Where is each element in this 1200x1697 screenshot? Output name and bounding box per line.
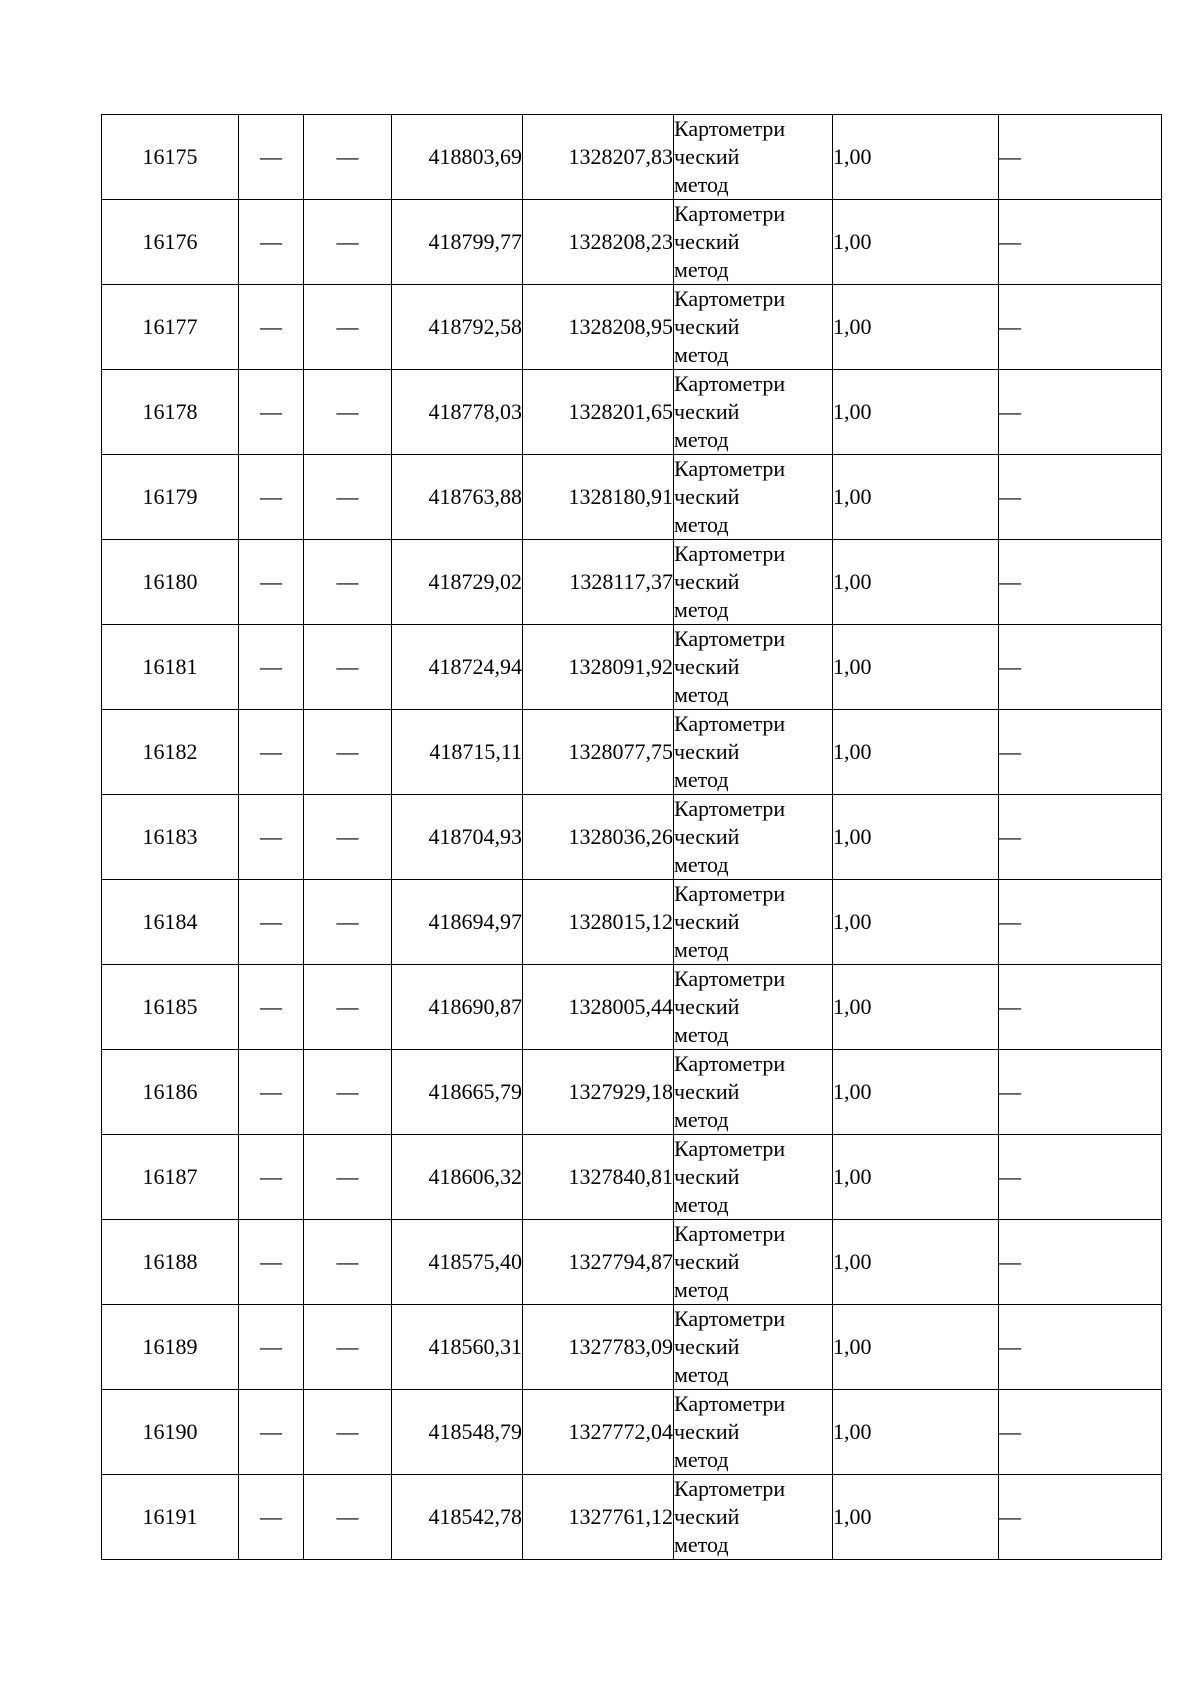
method-line-3: метод	[674, 852, 729, 877]
method-line-2: ческий	[674, 824, 740, 849]
table-row	[102, 370, 1162, 455]
method-line-3: метод	[674, 1362, 729, 1387]
table-row	[102, 455, 1162, 540]
method-line-3: метод	[674, 767, 729, 792]
empty-column-2-cell: —	[304, 1220, 392, 1305]
empty-column-1-cell: —	[239, 1135, 304, 1220]
x-coordinate-cell: 418694,97	[392, 880, 523, 965]
method-line-3: метод	[674, 1447, 729, 1472]
coordinates-table	[101, 114, 1162, 1560]
table-row	[102, 625, 1162, 710]
empty-column-1-cell: —	[239, 200, 304, 285]
accuracy-cell: 1,00	[833, 1220, 999, 1305]
empty-column-2-cell: —	[304, 285, 392, 370]
method-line-2: ческий	[674, 739, 740, 764]
y-coordinate-cell: 1328208,23	[523, 200, 674, 285]
x-coordinate-cell: 418542,78	[392, 1475, 523, 1560]
accuracy-cell: 1,00	[833, 965, 999, 1050]
accuracy-cell: 1,00	[833, 795, 999, 880]
y-coordinate-cell: 1328091,92	[523, 625, 674, 710]
method-line-1: Картометри	[674, 1136, 786, 1161]
x-coordinate-cell: 418704,93	[392, 795, 523, 880]
table-row	[102, 285, 1162, 370]
x-coordinate-cell: 418560,31	[392, 1305, 523, 1390]
point-number-cell: 16188	[102, 1220, 239, 1305]
method-line-1: Картометри	[674, 371, 786, 396]
table-row	[102, 1475, 1162, 1560]
empty-column-2-cell: —	[304, 1135, 392, 1220]
empty-column-1-cell: —	[239, 965, 304, 1050]
method-line-3: метод	[674, 597, 729, 622]
empty-column-1-cell: —	[239, 710, 304, 795]
point-number-cell: 16176	[102, 200, 239, 285]
method-line-2: ческий	[674, 144, 740, 169]
table-row	[102, 1220, 1162, 1305]
empty-column-2-cell: —	[304, 1305, 392, 1390]
empty-column-1-cell: —	[239, 1390, 304, 1475]
accuracy-cell: 1,00	[833, 1050, 999, 1135]
method-line-2: ческий	[674, 909, 740, 934]
method-line-2: ческий	[674, 1504, 740, 1529]
table-row	[102, 880, 1162, 965]
accuracy-cell: 1,00	[833, 625, 999, 710]
accuracy-cell: 1,00	[833, 540, 999, 625]
y-coordinate-cell: 1328077,75	[523, 710, 674, 795]
method-line-2: ческий	[674, 314, 740, 339]
empty-column-2-cell: —	[304, 880, 392, 965]
y-coordinate-cell: 1327929,18	[523, 1050, 674, 1135]
y-coordinate-cell: 1327840,81	[523, 1135, 674, 1220]
method-cell	[674, 880, 833, 965]
method-line-2: ческий	[674, 229, 740, 254]
y-coordinate-cell: 1328208,95	[523, 285, 674, 370]
accuracy-cell: 1,00	[833, 1475, 999, 1560]
method-cell	[674, 200, 833, 285]
method-line-1: Картометри	[674, 796, 786, 821]
description-cell: —	[999, 795, 1162, 880]
y-coordinate-cell: 1327761,12	[523, 1475, 674, 1560]
description-cell: —	[999, 1475, 1162, 1560]
method-cell	[674, 1220, 833, 1305]
empty-column-2-cell: —	[304, 370, 392, 455]
method-line-1: Картометри	[674, 1306, 786, 1331]
method-line-3: метод	[674, 257, 729, 282]
method-line-1: Картометри	[674, 626, 786, 651]
empty-column-2-cell: —	[304, 455, 392, 540]
point-number-cell: 16178	[102, 370, 239, 455]
method-line-2: ческий	[674, 1334, 740, 1359]
method-line-3: метод	[674, 682, 729, 707]
method-line-3: метод	[674, 512, 729, 537]
point-number-cell: 16184	[102, 880, 239, 965]
point-number-cell: 16185	[102, 965, 239, 1050]
y-coordinate-cell: 1328201,65	[523, 370, 674, 455]
empty-column-1-cell: —	[239, 795, 304, 880]
table-row	[102, 1050, 1162, 1135]
method-cell	[674, 115, 833, 200]
table-row	[102, 795, 1162, 880]
x-coordinate-cell: 418606,32	[392, 1135, 523, 1220]
point-number-cell: 16175	[102, 115, 239, 200]
method-line-2: ческий	[674, 484, 740, 509]
point-number-cell: 16191	[102, 1475, 239, 1560]
description-cell: —	[999, 370, 1162, 455]
empty-column-2-cell: —	[304, 1390, 392, 1475]
description-cell: —	[999, 1390, 1162, 1475]
empty-column-1-cell: —	[239, 1220, 304, 1305]
x-coordinate-cell: 418665,79	[392, 1050, 523, 1135]
method-line-3: метод	[674, 1192, 729, 1217]
y-coordinate-cell: 1328005,44	[523, 965, 674, 1050]
point-number-cell: 16179	[102, 455, 239, 540]
point-number-cell: 16183	[102, 795, 239, 880]
method-cell	[674, 455, 833, 540]
method-cell	[674, 370, 833, 455]
table-row	[102, 710, 1162, 795]
method-line-2: ческий	[674, 1164, 740, 1189]
empty-column-1-cell: —	[239, 880, 304, 965]
x-coordinate-cell: 418799,77	[392, 200, 523, 285]
point-number-cell: 16189	[102, 1305, 239, 1390]
empty-column-1-cell: —	[239, 1475, 304, 1560]
empty-column-1-cell: —	[239, 370, 304, 455]
point-number-cell: 16186	[102, 1050, 239, 1135]
description-cell: —	[999, 115, 1162, 200]
x-coordinate-cell: 418724,94	[392, 625, 523, 710]
description-cell: —	[999, 1050, 1162, 1135]
x-coordinate-cell: 418548,79	[392, 1390, 523, 1475]
empty-column-2-cell: —	[304, 710, 392, 795]
point-number-cell: 16187	[102, 1135, 239, 1220]
description-cell: —	[999, 710, 1162, 795]
x-coordinate-cell: 418763,88	[392, 455, 523, 540]
accuracy-cell: 1,00	[833, 115, 999, 200]
table-row	[102, 1390, 1162, 1475]
method-line-1: Картометри	[674, 456, 786, 481]
method-line-2: ческий	[674, 569, 740, 594]
table-row	[102, 200, 1162, 285]
method-line-2: ческий	[674, 399, 740, 424]
method-line-2: ческий	[674, 1079, 740, 1104]
empty-column-1-cell: —	[239, 115, 304, 200]
method-line-1: Картометри	[674, 1051, 786, 1076]
description-cell: —	[999, 1305, 1162, 1390]
description-cell: —	[999, 200, 1162, 285]
accuracy-cell: 1,00	[833, 1305, 999, 1390]
method-line-1: Картометри	[674, 966, 786, 991]
method-line-3: метод	[674, 937, 729, 962]
accuracy-cell: 1,00	[833, 455, 999, 540]
table-row	[102, 115, 1162, 200]
empty-column-2-cell: —	[304, 625, 392, 710]
method-line-1: Картометри	[674, 1476, 786, 1501]
point-number-cell: 16181	[102, 625, 239, 710]
method-line-3: метод	[674, 1532, 729, 1557]
method-line-2: ческий	[674, 994, 740, 1019]
y-coordinate-cell: 1328117,37	[523, 540, 674, 625]
accuracy-cell: 1,00	[833, 1390, 999, 1475]
y-coordinate-cell: 1327772,04	[523, 1390, 674, 1475]
y-coordinate-cell: 1327794,87	[523, 1220, 674, 1305]
empty-column-1-cell: —	[239, 285, 304, 370]
description-cell: —	[999, 285, 1162, 370]
accuracy-cell: 1,00	[833, 200, 999, 285]
method-cell	[674, 540, 833, 625]
method-cell	[674, 710, 833, 795]
empty-column-2-cell: —	[304, 540, 392, 625]
y-coordinate-cell: 1328180,91	[523, 455, 674, 540]
method-cell	[674, 1305, 833, 1390]
method-cell	[674, 1390, 833, 1475]
point-number-cell: 16177	[102, 285, 239, 370]
empty-column-2-cell: —	[304, 200, 392, 285]
method-line-1: Картометри	[674, 1221, 786, 1246]
method-line-3: метод	[674, 1277, 729, 1302]
x-coordinate-cell: 418803,69	[392, 115, 523, 200]
method-line-3: метод	[674, 427, 729, 452]
empty-column-1-cell: —	[239, 1305, 304, 1390]
method-line-1: Картометри	[674, 1391, 786, 1416]
method-line-1: Картометри	[674, 711, 786, 736]
point-number-cell: 16190	[102, 1390, 239, 1475]
empty-column-2-cell: —	[304, 115, 392, 200]
accuracy-cell: 1,00	[833, 710, 999, 795]
method-line-1: Картометри	[674, 286, 786, 311]
method-cell	[674, 1135, 833, 1220]
method-line-1: Картометри	[674, 881, 786, 906]
method-line-2: ческий	[674, 1419, 740, 1444]
empty-column-2-cell: —	[304, 965, 392, 1050]
method-line-1: Картометри	[674, 201, 786, 226]
y-coordinate-cell: 1328015,12	[523, 880, 674, 965]
accuracy-cell: 1,00	[833, 1135, 999, 1220]
method-cell	[674, 795, 833, 880]
method-line-3: метод	[674, 342, 729, 367]
empty-column-2-cell: —	[304, 1475, 392, 1560]
method-cell	[674, 625, 833, 710]
empty-column-1-cell: —	[239, 540, 304, 625]
empty-column-1-cell: —	[239, 455, 304, 540]
empty-column-2-cell: —	[304, 795, 392, 880]
table-row	[102, 540, 1162, 625]
x-coordinate-cell: 418575,40	[392, 1220, 523, 1305]
point-number-cell: 16180	[102, 540, 239, 625]
description-cell: —	[999, 455, 1162, 540]
empty-column-2-cell: —	[304, 1050, 392, 1135]
table-body	[102, 115, 1162, 1560]
method-cell	[674, 1050, 833, 1135]
method-line-1: Картометри	[674, 541, 786, 566]
table-row	[102, 965, 1162, 1050]
description-cell: —	[999, 540, 1162, 625]
x-coordinate-cell: 418690,87	[392, 965, 523, 1050]
method-line-1: Картометри	[674, 116, 786, 141]
description-cell: —	[999, 965, 1162, 1050]
accuracy-cell: 1,00	[833, 880, 999, 965]
accuracy-cell: 1,00	[833, 285, 999, 370]
method-line-3: метод	[674, 1022, 729, 1047]
accuracy-cell: 1,00	[833, 370, 999, 455]
description-cell: —	[999, 1220, 1162, 1305]
description-cell: —	[999, 1135, 1162, 1220]
table-row	[102, 1135, 1162, 1220]
empty-column-1-cell: —	[239, 1050, 304, 1135]
method-cell	[674, 965, 833, 1050]
y-coordinate-cell: 1328207,83	[523, 115, 674, 200]
point-number-cell: 16182	[102, 710, 239, 795]
x-coordinate-cell: 418715,11	[392, 710, 523, 795]
method-cell	[674, 285, 833, 370]
method-line-2: ческий	[674, 654, 740, 679]
table-row	[102, 1305, 1162, 1390]
method-line-2: ческий	[674, 1249, 740, 1274]
method-line-3: метод	[674, 1107, 729, 1132]
x-coordinate-cell: 418792,58	[392, 285, 523, 370]
description-cell: —	[999, 625, 1162, 710]
method-cell	[674, 1475, 833, 1560]
x-coordinate-cell: 418729,02	[392, 540, 523, 625]
empty-column-1-cell: —	[239, 625, 304, 710]
x-coordinate-cell: 418778,03	[392, 370, 523, 455]
description-cell: —	[999, 880, 1162, 965]
method-line-3: метод	[674, 172, 729, 197]
y-coordinate-cell: 1328036,26	[523, 795, 674, 880]
y-coordinate-cell: 1327783,09	[523, 1305, 674, 1390]
